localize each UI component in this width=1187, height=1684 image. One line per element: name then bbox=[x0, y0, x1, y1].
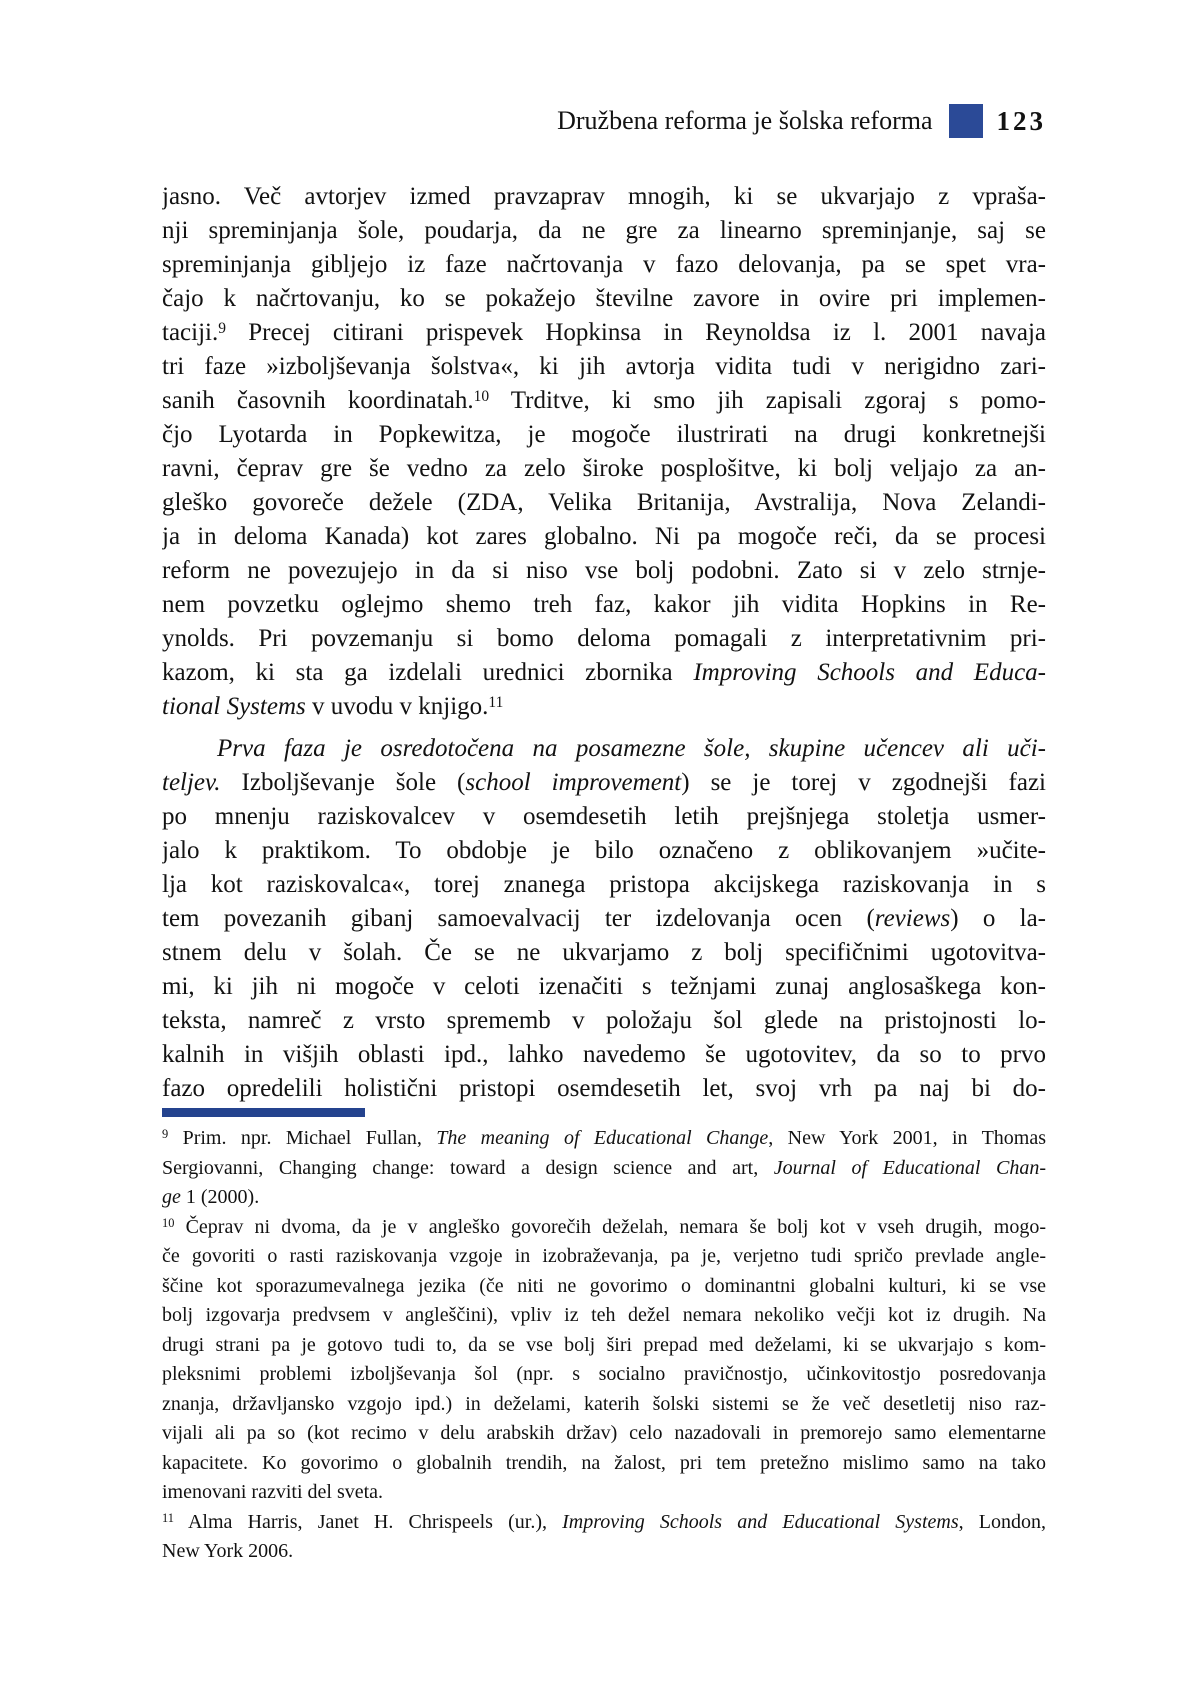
text-run: po mnenju raziskovalcev v osemdesetih letih prejšnjega stoletja usmer- bbox=[162, 803, 1046, 830]
text-run: kalnih in višjih oblasti ipd., lahko navedemo še ugotovitev, da so to prvo bbox=[162, 1041, 1046, 1068]
footnote-ref: 9 bbox=[162, 1127, 169, 1142]
text-run: , London, bbox=[958, 1510, 1046, 1533]
text-run: v uvodu v knjigo. bbox=[305, 693, 489, 720]
text-run: gleško govoreče dežele (ZDA, Velika Britanija, Avstralija, Nova Zelandi- bbox=[162, 489, 1046, 516]
text-run: Izboljševanje šole ( bbox=[220, 769, 466, 796]
text-run: čjo Lyotarda in Popkewitza, je mogoče ilustrirati na drugi konkretnejši bbox=[162, 421, 1046, 448]
text-run: vijali ali pa so (kot recimo v delu arabskih držav) celo nazadovali in premorejo samo elementarne bbox=[162, 1422, 1046, 1444]
footnotes bbox=[162, 1124, 1046, 1567]
text-run: pleksnimi problemi izboljševanja šol (npr. s socialno pravičnostjo, učinkovitostjo posredovanja bbox=[162, 1363, 1046, 1385]
footnote-ref: 10 bbox=[162, 1215, 175, 1230]
footnote-ref: 11 bbox=[162, 1510, 174, 1525]
text-run: tem povezanih gibanj samoevalvacij ter izdelovanja ocen ( bbox=[162, 905, 875, 932]
text-run: ynolds. Pri povzemanju si bomo deloma pomagali z interpretativnim pri- bbox=[162, 625, 1046, 652]
text-run: Improving Schools and Educa- bbox=[693, 659, 1046, 686]
text-run: reform ne povezujejo in da si niso vse bolj podobni. Zato si v zelo strnje- bbox=[162, 557, 1046, 584]
text-line bbox=[162, 1124, 1046, 1154]
text-line bbox=[162, 868, 1046, 902]
text-line bbox=[162, 384, 1046, 418]
text-run: nem povzetku oglejmo shemo treh faz, kakor jih vidita Hopkins in Re- bbox=[162, 591, 1046, 618]
text-run: jasno. Več avtorjev izmed pravzaprav mnogih, ki se ukvarjajo z vpraša- bbox=[162, 183, 1046, 210]
text-line bbox=[162, 452, 1046, 486]
text-run: Alma Harris, Janet H. Chrispeels (ur.), bbox=[173, 1510, 563, 1533]
footnote-ref: 10 bbox=[473, 388, 490, 406]
text-line bbox=[162, 520, 1046, 554]
text-run: spreminjanja gibljejo iz faze načrtovanja v fazo delovanja, pa se spet vra- bbox=[162, 251, 1046, 278]
text-run: ščine kot sporazumevalnega jezika (če niti ne govorimo o dominantni globalni kulturi, ki se vse bbox=[162, 1274, 1046, 1297]
text-run: nji spreminjanja šole, poudarja, da ne gre za linearno spreminjanje, saj se bbox=[162, 217, 1046, 244]
text-line bbox=[162, 1154, 1046, 1184]
text-run: ravni, čeprav gre še vedno za zelo široke posplošitve, ki bolj veljajo za an- bbox=[162, 455, 1046, 482]
text-run: Improving Schools and Educational Systems bbox=[562, 1510, 959, 1533]
text-line bbox=[162, 1004, 1046, 1038]
running-title: Družbena reforma je šolska reforma bbox=[557, 106, 933, 135]
text-line bbox=[162, 316, 1046, 350]
page-header bbox=[162, 104, 1046, 138]
text-line bbox=[162, 1449, 1046, 1479]
text-run: lja kot raziskovalca«, torej znanega pristopa akcijskega raziskovanja in s bbox=[162, 871, 1046, 898]
text-line bbox=[162, 834, 1046, 868]
text-line bbox=[162, 1272, 1046, 1302]
text-run: Prva faza je osredotočena na posamezne šole, skupine učencev ali uči- bbox=[217, 735, 1046, 762]
text-run: Precej citirani prispevek Hopkinsa in Reynoldsa iz l. 2001 navaja bbox=[225, 319, 1046, 346]
text-run: Journal of Educational Chan- bbox=[773, 1156, 1046, 1179]
text-run: school improvement bbox=[465, 769, 682, 796]
text-run: Čeprav ni dvoma, da je v angleško govorečih deželah, nemara še bolj kot v vseh drugih, mogo- bbox=[174, 1215, 1046, 1238]
text-line bbox=[162, 1478, 1046, 1508]
text-run: Trditve, ki smo jih zapisali zgoraj s pomo- bbox=[489, 387, 1046, 414]
text-run: Prim. npr. Michael Fullan, bbox=[168, 1127, 437, 1149]
text-line bbox=[162, 1242, 1046, 1272]
paragraph bbox=[162, 180, 1046, 724]
text-run: stnem delu v šolah. Če se ne ukvarjamo z bolj specifičnimi ugotovitva- bbox=[162, 939, 1046, 966]
text-line bbox=[162, 656, 1046, 690]
accent-square-decoration bbox=[949, 104, 983, 138]
text-line bbox=[162, 1072, 1046, 1106]
text-line bbox=[162, 1537, 1046, 1567]
text-line bbox=[162, 1508, 1046, 1538]
text-line bbox=[162, 1183, 1046, 1213]
text-run: ) se je torej v zgodnejši fazi bbox=[681, 769, 1046, 796]
text-run: čajo k načrtovanju, ko se pokažejo številne zavore in ovire pri implemen- bbox=[162, 285, 1046, 312]
text-run: drugi strani pa je gotovo tudi to, da se vse bolj širi prepad med deželami, ki se ukvarjajo s kom- bbox=[162, 1333, 1046, 1356]
text-run: Sergiovanni, Changing change: toward a design science and art, bbox=[162, 1156, 774, 1179]
text-line bbox=[162, 800, 1046, 834]
text-run: teksta, namreč z vrsto sprememb v položaju šol glede na pristojnosti lo- bbox=[162, 1007, 1046, 1034]
text-line bbox=[162, 1390, 1046, 1420]
text-line bbox=[162, 970, 1046, 1004]
text-run: fazo opredelili holistični pristopi osemdesetih let, svoj vrh pa naj bi do- bbox=[162, 1075, 1046, 1102]
text-run: tional Systems bbox=[162, 693, 306, 720]
text-run: znanja, državljansko vzgojo ipd.) in deželami, katerih šolski sistemi se že več desetletij niso raz- bbox=[162, 1392, 1046, 1415]
text-line bbox=[162, 1038, 1046, 1072]
text-line bbox=[162, 1213, 1046, 1243]
footnote-ref: 11 bbox=[488, 694, 504, 712]
text-line bbox=[162, 1331, 1046, 1361]
body-text bbox=[162, 180, 1046, 1106]
footnote-separator bbox=[162, 1108, 365, 1117]
paragraph bbox=[162, 732, 1046, 1106]
text-line bbox=[162, 282, 1046, 316]
text-line bbox=[162, 554, 1046, 588]
text-line bbox=[162, 350, 1046, 384]
text-run: taciji. bbox=[162, 319, 219, 346]
text-line bbox=[162, 622, 1046, 656]
text-run: 1 (2000). bbox=[180, 1186, 260, 1208]
text-line bbox=[162, 248, 1046, 282]
text-line bbox=[162, 732, 1046, 766]
text-run: ) o la- bbox=[950, 905, 1046, 932]
text-line bbox=[162, 1301, 1046, 1331]
footnote bbox=[162, 1508, 1046, 1567]
text-line bbox=[162, 418, 1046, 452]
text-run: jalo k praktikom. To obdobje je bilo označeno z oblikovanjem »učite- bbox=[162, 837, 1046, 864]
text-run: tri faze »izboljševanja šolstva«, ki jih avtorja vidita tudi v nerigidno zari- bbox=[162, 353, 1046, 380]
text-line bbox=[162, 1419, 1046, 1449]
text-run: , New York 2001, in Thomas bbox=[768, 1127, 1046, 1149]
text-run: New York 2006. bbox=[162, 1540, 294, 1562]
text-line bbox=[162, 936, 1046, 970]
text-line bbox=[162, 690, 1046, 724]
footnote bbox=[162, 1124, 1046, 1213]
text-line bbox=[162, 1360, 1046, 1390]
text-line bbox=[162, 588, 1046, 622]
text-run: kazom, ki sta ga izdelali urednici zbornika bbox=[162, 659, 694, 686]
text-line bbox=[162, 180, 1046, 214]
text-run: ge bbox=[162, 1186, 181, 1208]
text-line bbox=[162, 214, 1046, 248]
footnote-ref: 9 bbox=[218, 320, 226, 338]
text-run: reviews bbox=[874, 905, 951, 932]
text-line bbox=[162, 486, 1046, 520]
text-run: bolj izgovarja predvsem v angleščini), vpliv iz teh dežel nemara nekoliko večji kot iz drugih. Na bbox=[162, 1304, 1046, 1326]
text-run: sanih časovnih koordinatah. bbox=[162, 387, 474, 414]
text-run: imenovani razviti del sveta. bbox=[162, 1481, 384, 1503]
footnote bbox=[162, 1213, 1046, 1508]
page-number: 123 bbox=[996, 105, 1046, 136]
text-line bbox=[162, 902, 1046, 936]
text-line bbox=[162, 766, 1046, 800]
text-run: če govoriti o rasti raziskovanja vzgoje in izobraževanja, pa je, verjetno tudi spričo prevlade angle- bbox=[162, 1245, 1046, 1267]
text-run: mi, ki jih ni mogoče v celoti izenačiti s težnjami zunaj anglosaškega kon- bbox=[162, 973, 1046, 1000]
text-run: The meaning of Educational Change bbox=[436, 1127, 769, 1149]
text-run: kapacitete. Ko govorimo o globalnih trendih, na žalost, pri tem pretežno mislimo samo na tako bbox=[162, 1451, 1046, 1474]
text-run: teljev. bbox=[162, 769, 221, 796]
text-run: ja in deloma Kanada) kot zares globalno. Ni pa mogoče reči, da se procesi bbox=[162, 523, 1046, 550]
